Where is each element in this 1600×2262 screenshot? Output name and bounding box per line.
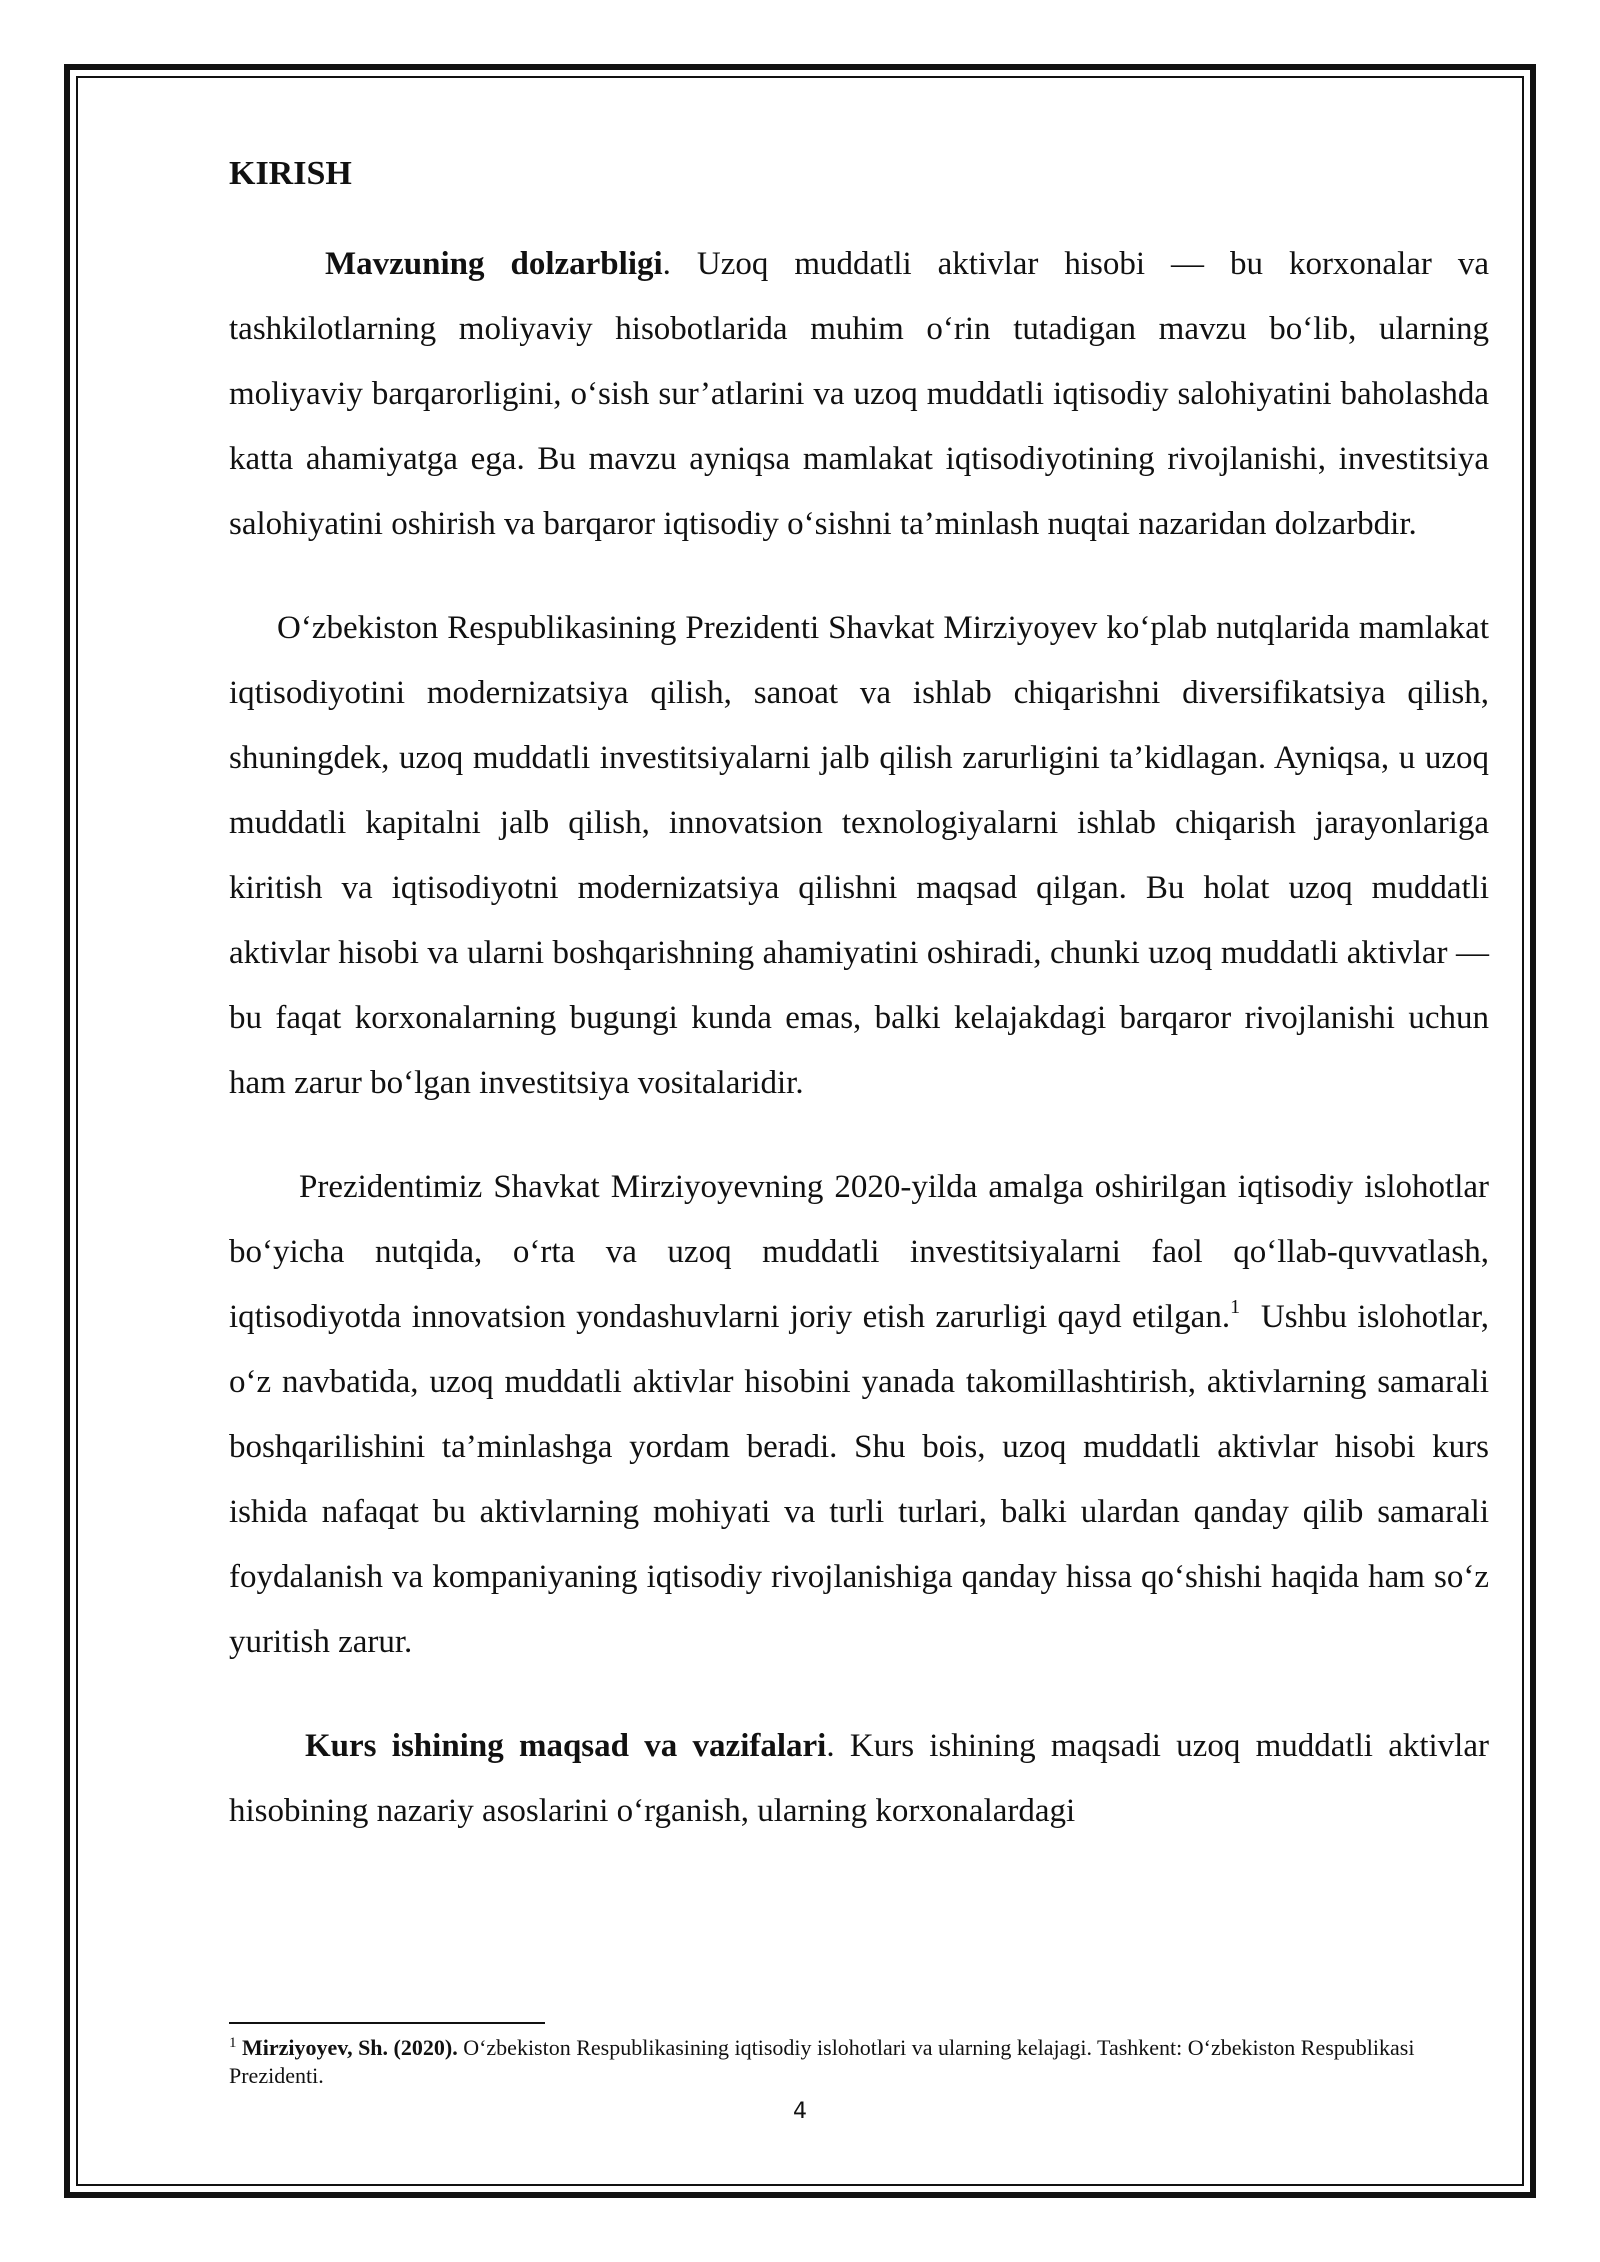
paragraph-goals [229,1714,1489,1844]
footnote-number: 1 [229,2035,237,2051]
paragraph-relevance [229,232,1489,557]
footnote [229,2034,1489,2090]
paragraph-goals-text: . Kurs ishining maqsadi uzoq muddatli aktivlar hisobining nazariy asoslarini o‘rganish, ularning korxonalardagi [229,1728,1489,1829]
section-heading: KIRISH [229,155,352,192]
paragraph-relevance-lead: Mavzuning dolzarbligi [325,246,663,282]
paragraph-reforms-text-after: Ushbu islohotlar, o‘z navbatida, uzoq muddatli aktivlar hisobini yanada takomillashtirish, aktivlarning samarali boshqarilishini ta’minlashga yordam beradi. Shu bois, uzoq muddatli aktivlar hisobi kurs ishida nafaqat bu aktivlarning mohiyati va turli turlari, balki ulardan qanday qilib samarali foydalanish va kompaniyaning iqtisodiy rivojlanishiga qanday hissa qo‘shishi haqida ham so‘z yuritish zarur. [229,1299,1498,1660]
paragraph-president: O‘zbekiston Respublikasining Prezidenti Shavkat Mirziyoyev ko‘plab nutqlarida mamlakat iqtisodiyotini modernizatsiya qilish, sanoat va ishlab chiqarishni diversifikatsiya qilish, shuningdek, uzoq muddatli investitsiyalarni jalb qilish zarurligini ta’kidlagan. Ayniqsa, u uzoq muddatli kapitalni jalb qilish, innovatsion texnologiyalarni ishlab chiqarish jarayonlariga kiritish va iqtisodiyotni modernizatsiya qilishni maqsad qilgan. Bu holat uzoq muddatli aktivlar hisobi va ularni boshqarishning ahamiyatini oshiradi, chunki uzoq muddatli aktivlar — bu faqat korxonalarning bugungi kunda emas, balki kelajakdagi barqaror rivojlanishi uchun ham zarur bo‘lgan investitsiya vositalaridir. [229,610,1489,1101]
footnote-separator [229,2022,545,2024]
paragraph-reforms [229,1155,1498,1675]
footnote-reference[interactable]: 1 [1230,1296,1241,1318]
paragraph-goals-lead: Kurs ishining maqsad va vazifalari [305,1728,827,1764]
footnote-author: Mirziyoyev, Sh. (2020). [242,2035,458,2060]
page-number: 4 [793,2099,807,2124]
footnote-text: O‘zbekiston Respublikasining iqtisodiy islohotlari va ularning kelajagi. Tashkent: O‘zbekiston Respublikasi Prezidenti. [229,2035,1415,2088]
page-content [229,150,1498,1883]
paragraph-relevance-text: . Uzoq muddatli aktivlar hisobi — bu korxonalar va tashkilotlarning moliyaviy hisobotlarida muhim o‘rin tutadigan mavzu bo‘lib, ularning moliyaviy barqarorligini, o‘sish sur’atlarini va uzoq muddatli iqtisodiy salohiyatini baholashda katta ahamiyatga ega. Bu mavzu ayniqsa mamlakat iqtisodiyotining rivojlanishi, investitsiya salohiyatini oshirish va barqaror iqtisodiy o‘sishni ta’minlash nuqtai nazaridan dolzarbdir. [229,246,1489,542]
paragraph-reforms-text-before: Prezidentimiz Shavkat Mirziyoyevning 2020-yilda amalga oshirilgan iqtisodiy islohotlar bo‘yicha nutqida, o‘rta va uzoq muddatli investitsiyalarni faol qo‘llab-quvvatlash, iqtisodiyotda innovatsion yondashuvlarni joriy etish zarurligi qayd etilgan. [229,1169,1489,1335]
